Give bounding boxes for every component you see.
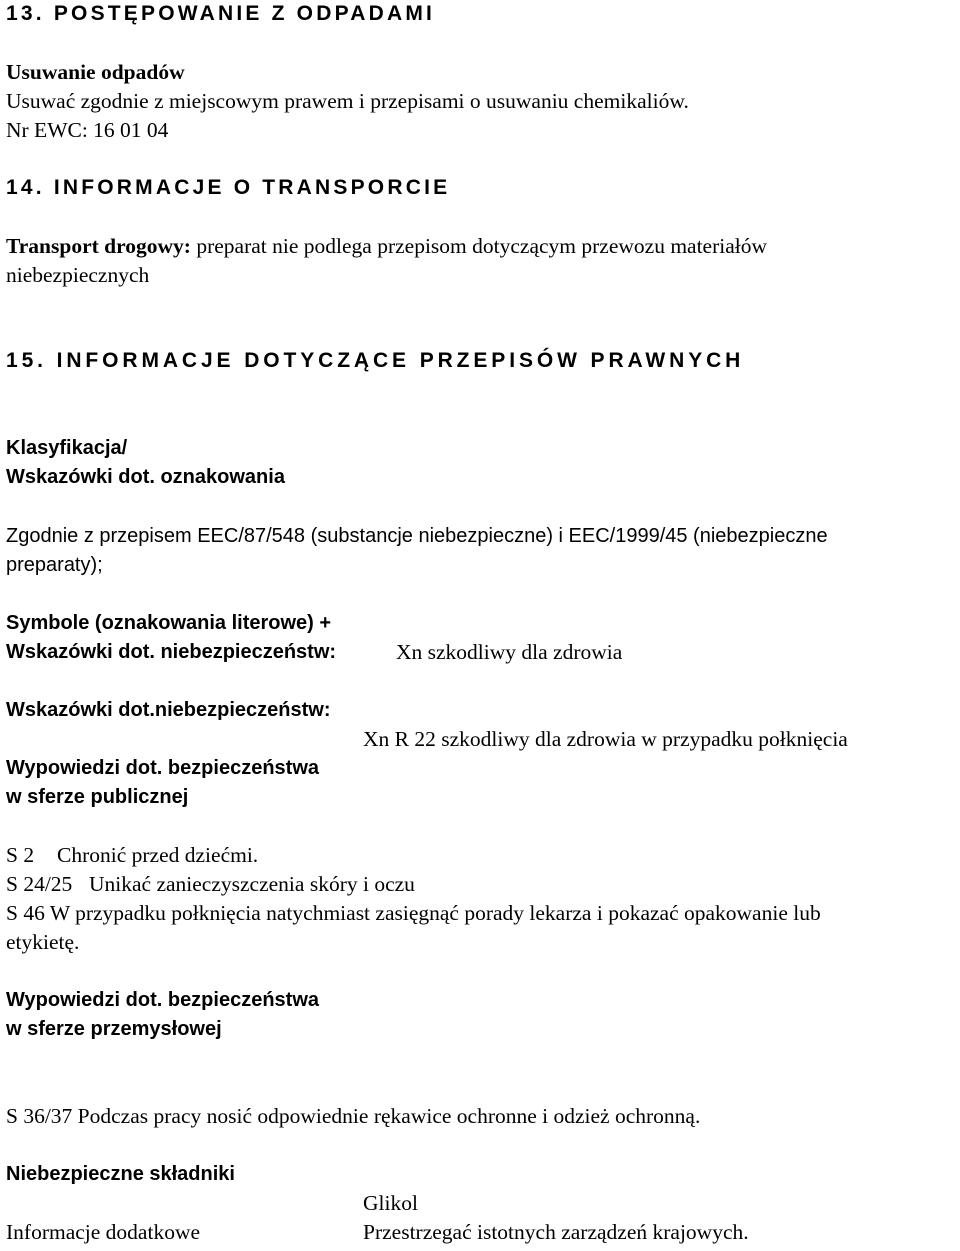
ewc-number: Nr EWC: 16 01 04 (6, 118, 169, 142)
disposal-text: Usuwać zgodnie z miejscowym prawem i przepisami o usuwaniu chemikaliów. (6, 89, 689, 113)
s46-line2: etykietę. (6, 930, 80, 954)
s2-text: Chronić przed dziećmi. (57, 843, 259, 867)
public-safety-label-line1: Wypowiedzi dot. bezpieczeństwa (6, 757, 320, 779)
industrial-safety-label-line2: w sferze przemysłowej (6, 1018, 222, 1040)
hazard-label: Wskazówki dot.niebezpieczeństw: (6, 699, 331, 721)
symbols-value: Xn szkodliwy dla zdrowia (396, 640, 623, 664)
section-15-heading: 15. INFORMACJE DOTYCZĄCE PRZEPISÓW PRAWNYCH (6, 349, 745, 372)
additional-info-value: Przestrzegać istotnych zarządzeń krajowych. (363, 1220, 749, 1244)
section-14-heading: 14. INFORMACJE O TRANSPORCIE (6, 176, 451, 199)
s2-code: S 2 (6, 843, 35, 867)
s36-37-text: S 36/37 Podczas pracy nosić odpowiednie rękawice ochronne i odzież ochronną. (6, 1104, 701, 1128)
public-safety-label-line2: w sferze publicznej (6, 786, 189, 808)
additional-info-label: Informacje dodatkowe (6, 1220, 201, 1244)
industrial-safety-label-line1: Wypowiedzi dot. bezpieczeństwa (6, 989, 320, 1011)
s46-line1: S 46 W przypadku połknięcia natychmiast zasięgnąć porady lekarza i pokazać opakowanie lub (6, 901, 821, 925)
road-transport-line (6, 232, 767, 260)
dangerous-components-value: Glikol (363, 1191, 418, 1215)
s24-code: S 24/25 (6, 872, 73, 896)
road-transport-text: preparat nie podlega przepisom dotyczącym przewozu materiałów (190, 234, 768, 258)
road-transport-text-continued: niebezpiecznych (6, 263, 150, 287)
symbols-label-line1: Symbole (oznakowania literowe) + (6, 612, 332, 634)
regulation-text-line1: Zgodnie z przepisem EEC/87/548 (substancje niebezpieczne) i EEC/1999/45 (niebezpieczne (6, 525, 828, 547)
road-transport-label: Transport drogowy: (6, 234, 191, 258)
s24-text: Unikać zanieczyszczenia skóry i oczu (89, 872, 415, 896)
regulation-text-line2: preparaty); (6, 554, 103, 576)
classification-label-line2: Wskazówki dot. oznakowania (6, 466, 285, 488)
hazard-value: Xn R 22 szkodliwy dla zdrowia w przypadku połknięcia (363, 727, 848, 751)
section-13-heading: 13. POSTĘPOWANIE Z ODPADAMI (6, 2, 436, 25)
disposal-label: Usuwanie odpadów (6, 60, 185, 84)
symbols-label-line2: Wskazówki dot. niebezpieczeństw: (6, 641, 337, 663)
classification-label-line1: Klasyfikacja/ (6, 437, 128, 459)
dangerous-components-label: Niebezpieczne składniki (6, 1163, 235, 1185)
